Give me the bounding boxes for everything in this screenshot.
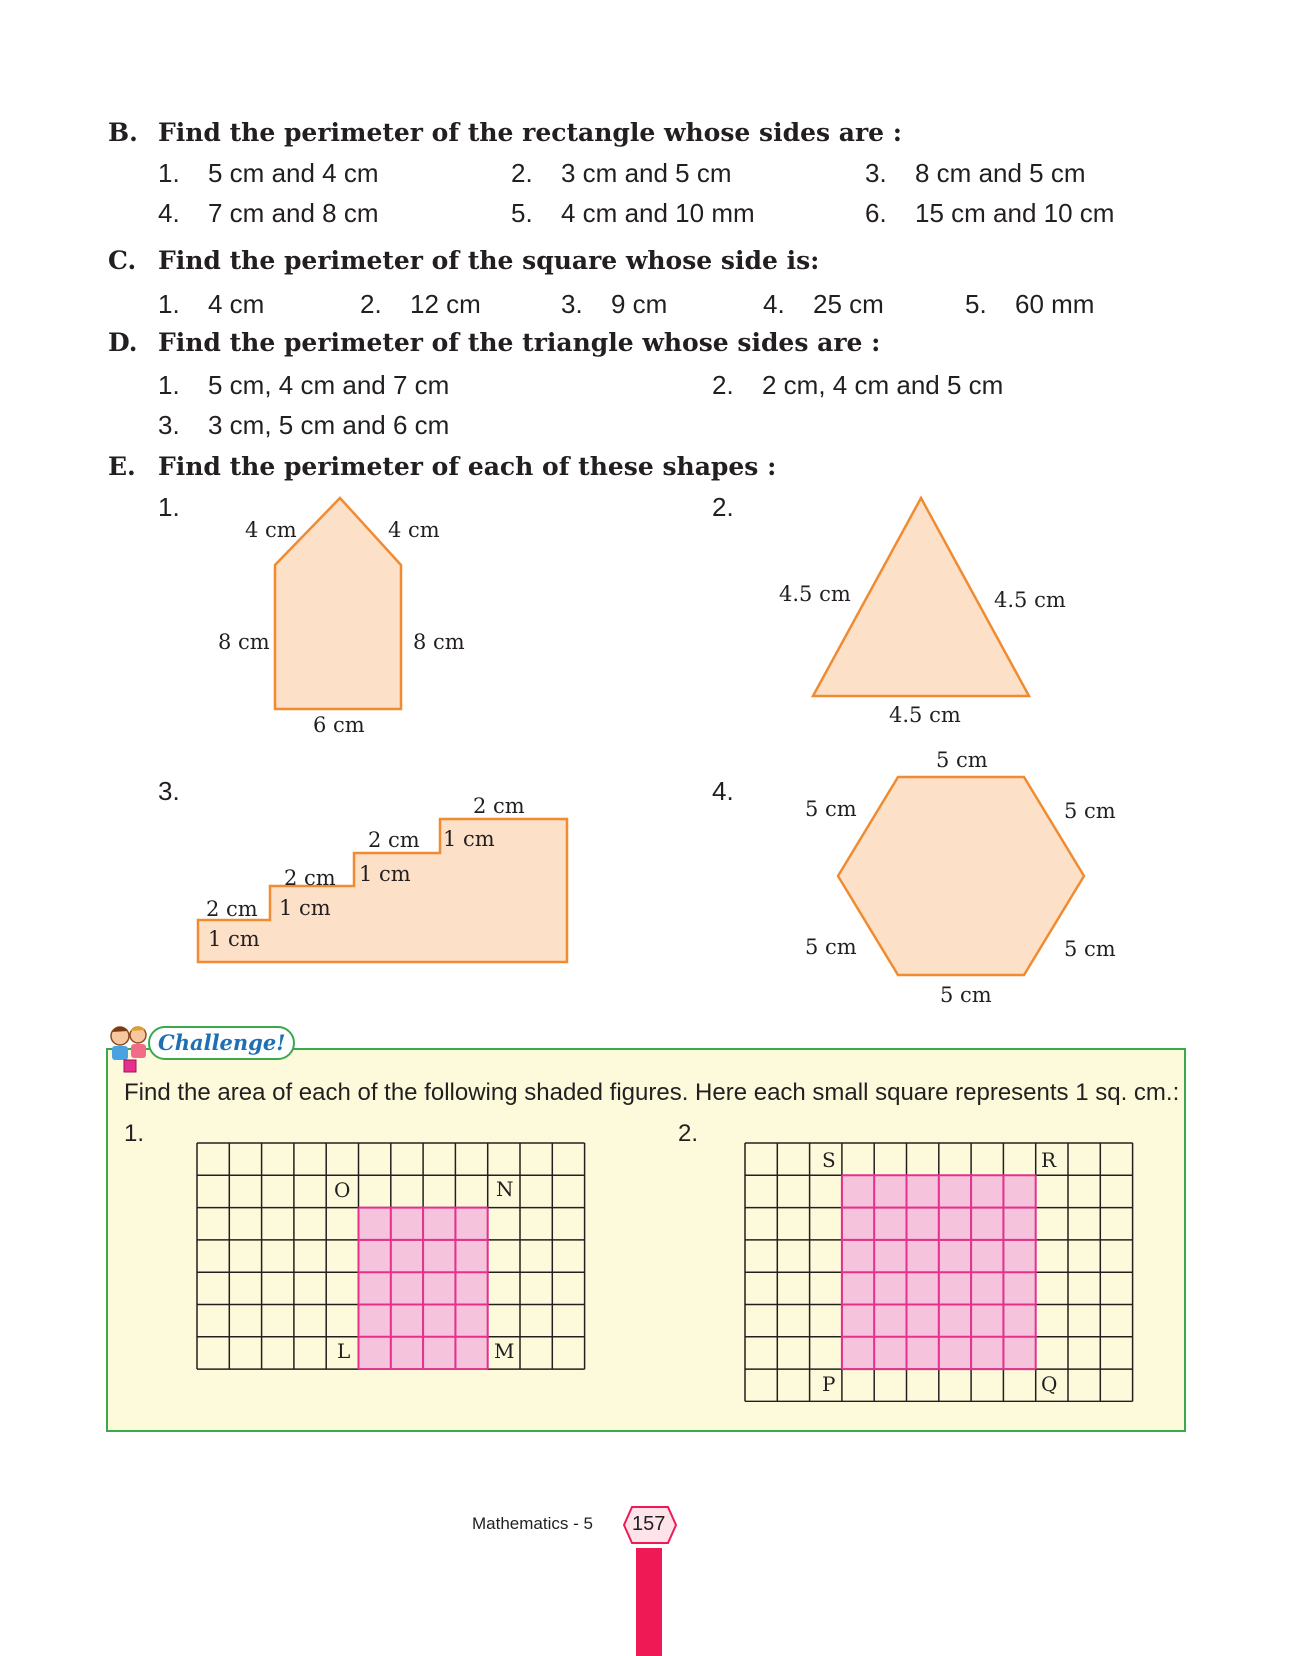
shape4-bottom-left-label: 5 cm [805,935,857,959]
shaded-square [455,1272,487,1304]
shaded-square [939,1240,971,1272]
shaded-square [455,1305,487,1337]
shaded-square [971,1208,1003,1240]
grid-2 [744,1142,1134,1402]
shape4-top-label: 5 cm [936,748,988,772]
shaded-square [1003,1305,1035,1337]
shape-number: 4. [712,776,734,806]
grid2-number: 2. [678,1120,699,1147]
list-item: 4. 7 cm and 8 cm [158,198,379,228]
shaded-square [842,1305,874,1337]
list-item: 2. 2 cm, 4 cm and 5 cm [712,370,1004,400]
shaded-square [359,1208,391,1240]
list-item: 5. 60 mm [965,289,1095,319]
list-item: 3. 3 cm, 5 cm and 6 cm [158,410,450,440]
grid1-number: 1. [124,1120,145,1147]
challenge-badge [148,1026,295,1060]
shaded-square [1003,1175,1035,1207]
shaded-square [907,1240,939,1272]
shaded-square [423,1337,455,1369]
shaded-square [874,1272,906,1304]
shape1-bottom-label: 6 cm [313,713,365,737]
list-item: 2. 12 cm [360,289,481,319]
shape3-step-label: 1 cm [208,927,260,951]
shape2-left-label: 4.5 cm [779,582,851,606]
section-e-title: Find the perimeter of each of these shapes : [158,452,777,481]
list-item: 3. 8 cm and 5 cm [865,158,1086,188]
list-item: 4. 25 cm [763,289,884,319]
shaded-square [939,1272,971,1304]
shape-number: 1. [158,492,180,522]
section-c-title: Find the perimeter of the square whose side is: [158,246,820,275]
shaded-square [423,1305,455,1337]
shaded-square [359,1272,391,1304]
shape1-roof-right-label: 4 cm [388,518,440,542]
shaded-square [874,1240,906,1272]
section-d-title: Find the perimeter of the triangle whose sides are : [158,328,881,357]
list-item: 6. 15 cm and 10 cm [865,198,1115,228]
footer-book-title: Mathematics - 5 [472,1514,593,1533]
shaded-square [455,1240,487,1272]
shape1-right-label: 8 cm [413,630,465,654]
shaded-square [971,1272,1003,1304]
shaded-square [874,1175,906,1207]
grid2-label-P: P [822,1372,836,1396]
grid1-label-N: N [496,1177,514,1201]
list-item: 3. 9 cm [561,289,668,319]
shape2-bottom-label: 4.5 cm [889,703,961,727]
shape-number: 2. [712,492,734,522]
shaded-square [359,1240,391,1272]
challenge-badge-label: Challenge! [158,1030,286,1055]
shaded-square [391,1337,423,1369]
shaded-square [842,1337,874,1369]
shaded-square [907,1305,939,1337]
challenge-instruction: Find the area of each of the following shaded figures. Here each small square represents 1 sq. cm.: [124,1079,1180,1106]
shaded-square [874,1208,906,1240]
list-item: 5. 4 cm and 10 mm [511,198,755,228]
shape1-left-label: 8 cm [218,630,270,654]
shaded-square [391,1305,423,1337]
shape3-step-label: 2 cm [284,866,336,890]
shape3-step-label: 2 cm [206,897,258,921]
shaded-square [391,1240,423,1272]
grid2-label-S: S [822,1148,836,1172]
shaded-square [391,1272,423,1304]
page-number: 157 [632,1513,666,1535]
grid1-label-O: O [334,1178,351,1202]
shaded-square [939,1175,971,1207]
shaded-square [907,1208,939,1240]
shaded-square [423,1272,455,1304]
shape4-top-right-label: 5 cm [1064,799,1116,823]
shape4-top-left-label: 5 cm [805,797,857,821]
shaded-square [907,1337,939,1369]
shaded-square [971,1240,1003,1272]
shaded-square [842,1240,874,1272]
grid2-label-Q: Q [1041,1372,1058,1396]
shaded-square [971,1337,1003,1369]
shaded-square [359,1337,391,1369]
shaded-square [1003,1208,1035,1240]
shape2-right-label: 4.5 cm [994,588,1066,612]
shaded-square [1003,1272,1035,1304]
shaded-square [939,1208,971,1240]
shaded-square [874,1305,906,1337]
shaded-square [455,1208,487,1240]
shaded-square [971,1305,1003,1337]
kids-mascot-icon [104,1022,154,1074]
shaded-square [842,1208,874,1240]
shaded-square [939,1305,971,1337]
shaded-square [971,1175,1003,1207]
shape3-step-label: 1 cm [279,896,331,920]
section-b-letter: B. [108,118,138,147]
shape4-bottom-label: 5 cm [940,983,992,1007]
shaded-square [874,1337,906,1369]
shape3-step-label: 1 cm [359,862,411,886]
section-d-letter: D. [108,328,138,357]
shaded-square [423,1240,455,1272]
shaded-square [359,1305,391,1337]
list-item: 1. 5 cm, 4 cm and 7 cm [158,370,450,400]
shaded-square [423,1208,455,1240]
grid1-label-L: L [337,1339,351,1363]
shape3-top-label: 2 cm [473,794,525,818]
grid2-label-R: R [1041,1148,1057,1172]
shaded-square [455,1337,487,1369]
shaded-square [842,1272,874,1304]
list-item: 1. 5 cm and 4 cm [158,158,379,188]
shape3-step-label: 1 cm [443,827,495,851]
shaded-square [842,1175,874,1207]
section-e-letter: E. [108,452,136,481]
section-c-letter: C. [108,246,137,275]
list-item: 2. 3 cm and 5 cm [511,158,732,188]
grid1-label-M: M [494,1339,515,1363]
shape1-roof-left-label: 4 cm [245,518,297,542]
shaded-square [907,1175,939,1207]
grid-1 [196,1142,586,1370]
list-item: 1. 4 cm [158,289,265,319]
shaded-square [1003,1240,1035,1272]
shaded-square [939,1337,971,1369]
shaded-square [1003,1337,1035,1369]
hexagon-shape [838,777,1084,975]
shaded-square [907,1272,939,1304]
shape-number: 3. [158,776,180,806]
shape3-step-label: 2 cm [368,828,420,852]
section-b-title: Find the perimeter of the rectangle whose sides are : [158,118,902,147]
footer-bar [636,1548,662,1656]
shape4-bottom-right-label: 5 cm [1064,937,1116,961]
shaded-square [391,1208,423,1240]
